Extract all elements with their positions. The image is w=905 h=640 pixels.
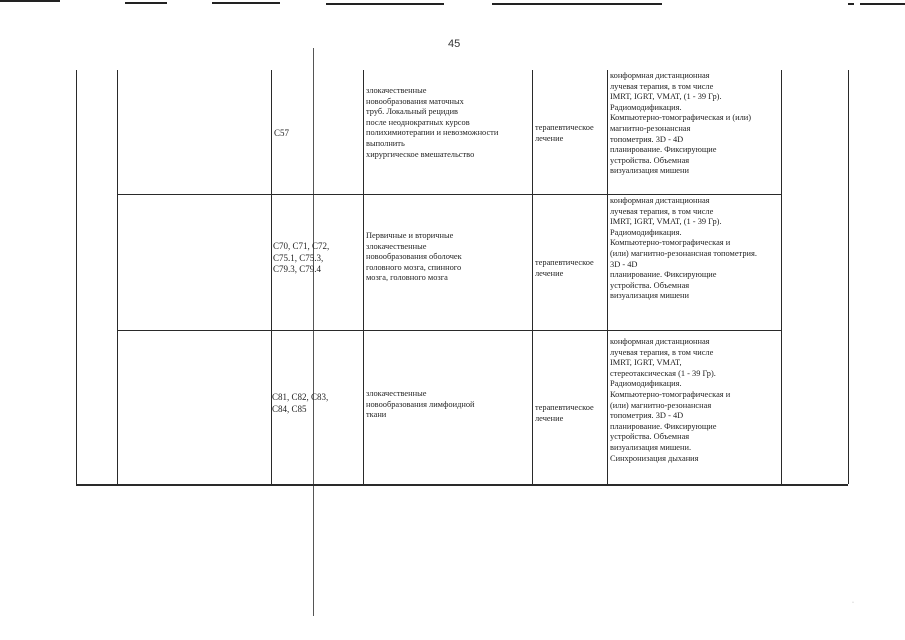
- row-3-condition: злокачественные новообразования лимфоидной ткани: [366, 389, 475, 420]
- table-column-divider: [363, 70, 364, 484]
- row-3-treatment-type: терапевтическое лечение: [535, 403, 594, 423]
- row-1-codes: C57: [274, 128, 290, 138]
- table-column-divider: [532, 70, 533, 484]
- table-border-left: [76, 70, 77, 484]
- scan-artifact-bar: [848, 3, 854, 5]
- table-column-divider: [117, 70, 118, 484]
- row-3-codes: C81, C82, C83, C84, C85: [272, 392, 329, 414]
- row-2-codes: C70, C71, C72, C75.1, C75.3, C79.3, C79.4: [273, 241, 330, 274]
- row-3-method: конформная дистанционная лучевая терапия, в том числе IMRT, IGRT, VMAT, стереотаксическая (1 - 39 Гр). Радиомодификация. Компьютерно-томографическая и (или) магнитно-резонансная топометрия. 3D - 4D планирование. Фиксирующие устройства. Объемная визуализация мишени. Синхронизация дыхания: [610, 337, 731, 463]
- scan-artifact-bar: [125, 2, 167, 4]
- table-row-divider: [117, 330, 781, 331]
- table-border-right: [848, 70, 849, 484]
- row-2-treatment-type: терапевтическое лечение: [535, 258, 594, 278]
- table-border-bottom: [76, 484, 848, 486]
- scan-artifact-bar: [0, 0, 60, 2]
- row-1-treatment-type: терапевтическое лечение: [535, 123, 594, 143]
- scan-artifact-bar: [860, 3, 905, 5]
- page-number: 45: [448, 38, 461, 50]
- table-column-divider: [607, 70, 608, 484]
- row-1-method: конформная дистанционная лучевая терапия, в том числе IMRT, IGRT, VMAT, (1 - 39 Гр). Радиомодификация. Компьютерно-томографическая и (или) магнитно-резонансная топометрия. 3D - 4D планирование. Фиксирующие устройства. Объемная визуализация мишени: [610, 71, 752, 176]
- row-2-method: конформная дистанционная лучевая терапия, в том числе IMRT, IGRT, VMAT, (1 - 39 Гр). Радиомодификация. Компьютерно-томографическая и (или) магнитно-резонансная топометрия. 3D - 4D планирование. Фиксирующие устройства. Объемная визуализация мишени: [610, 196, 757, 301]
- scan-artifact-bar: [212, 2, 280, 4]
- table-row-divider: [117, 194, 781, 195]
- row-1-condition: злокачественные новообразования маточных труб. Локальный рецидив после неоднократных курсов полихимиотерапии и невозможности выполнить хирургическое вмешательство: [366, 86, 499, 159]
- scan-artifact-bar: [492, 3, 662, 5]
- scan-speck: ·: [852, 600, 854, 606]
- row-2-condition: Первичные и вторичные злокачественные новообразования оболочек головного мозга, спинного мозга, головного мозга: [366, 231, 462, 283]
- table-column-divider: [271, 70, 272, 484]
- scan-artifact-bar: [326, 3, 444, 5]
- table-column-divider: [313, 48, 314, 616]
